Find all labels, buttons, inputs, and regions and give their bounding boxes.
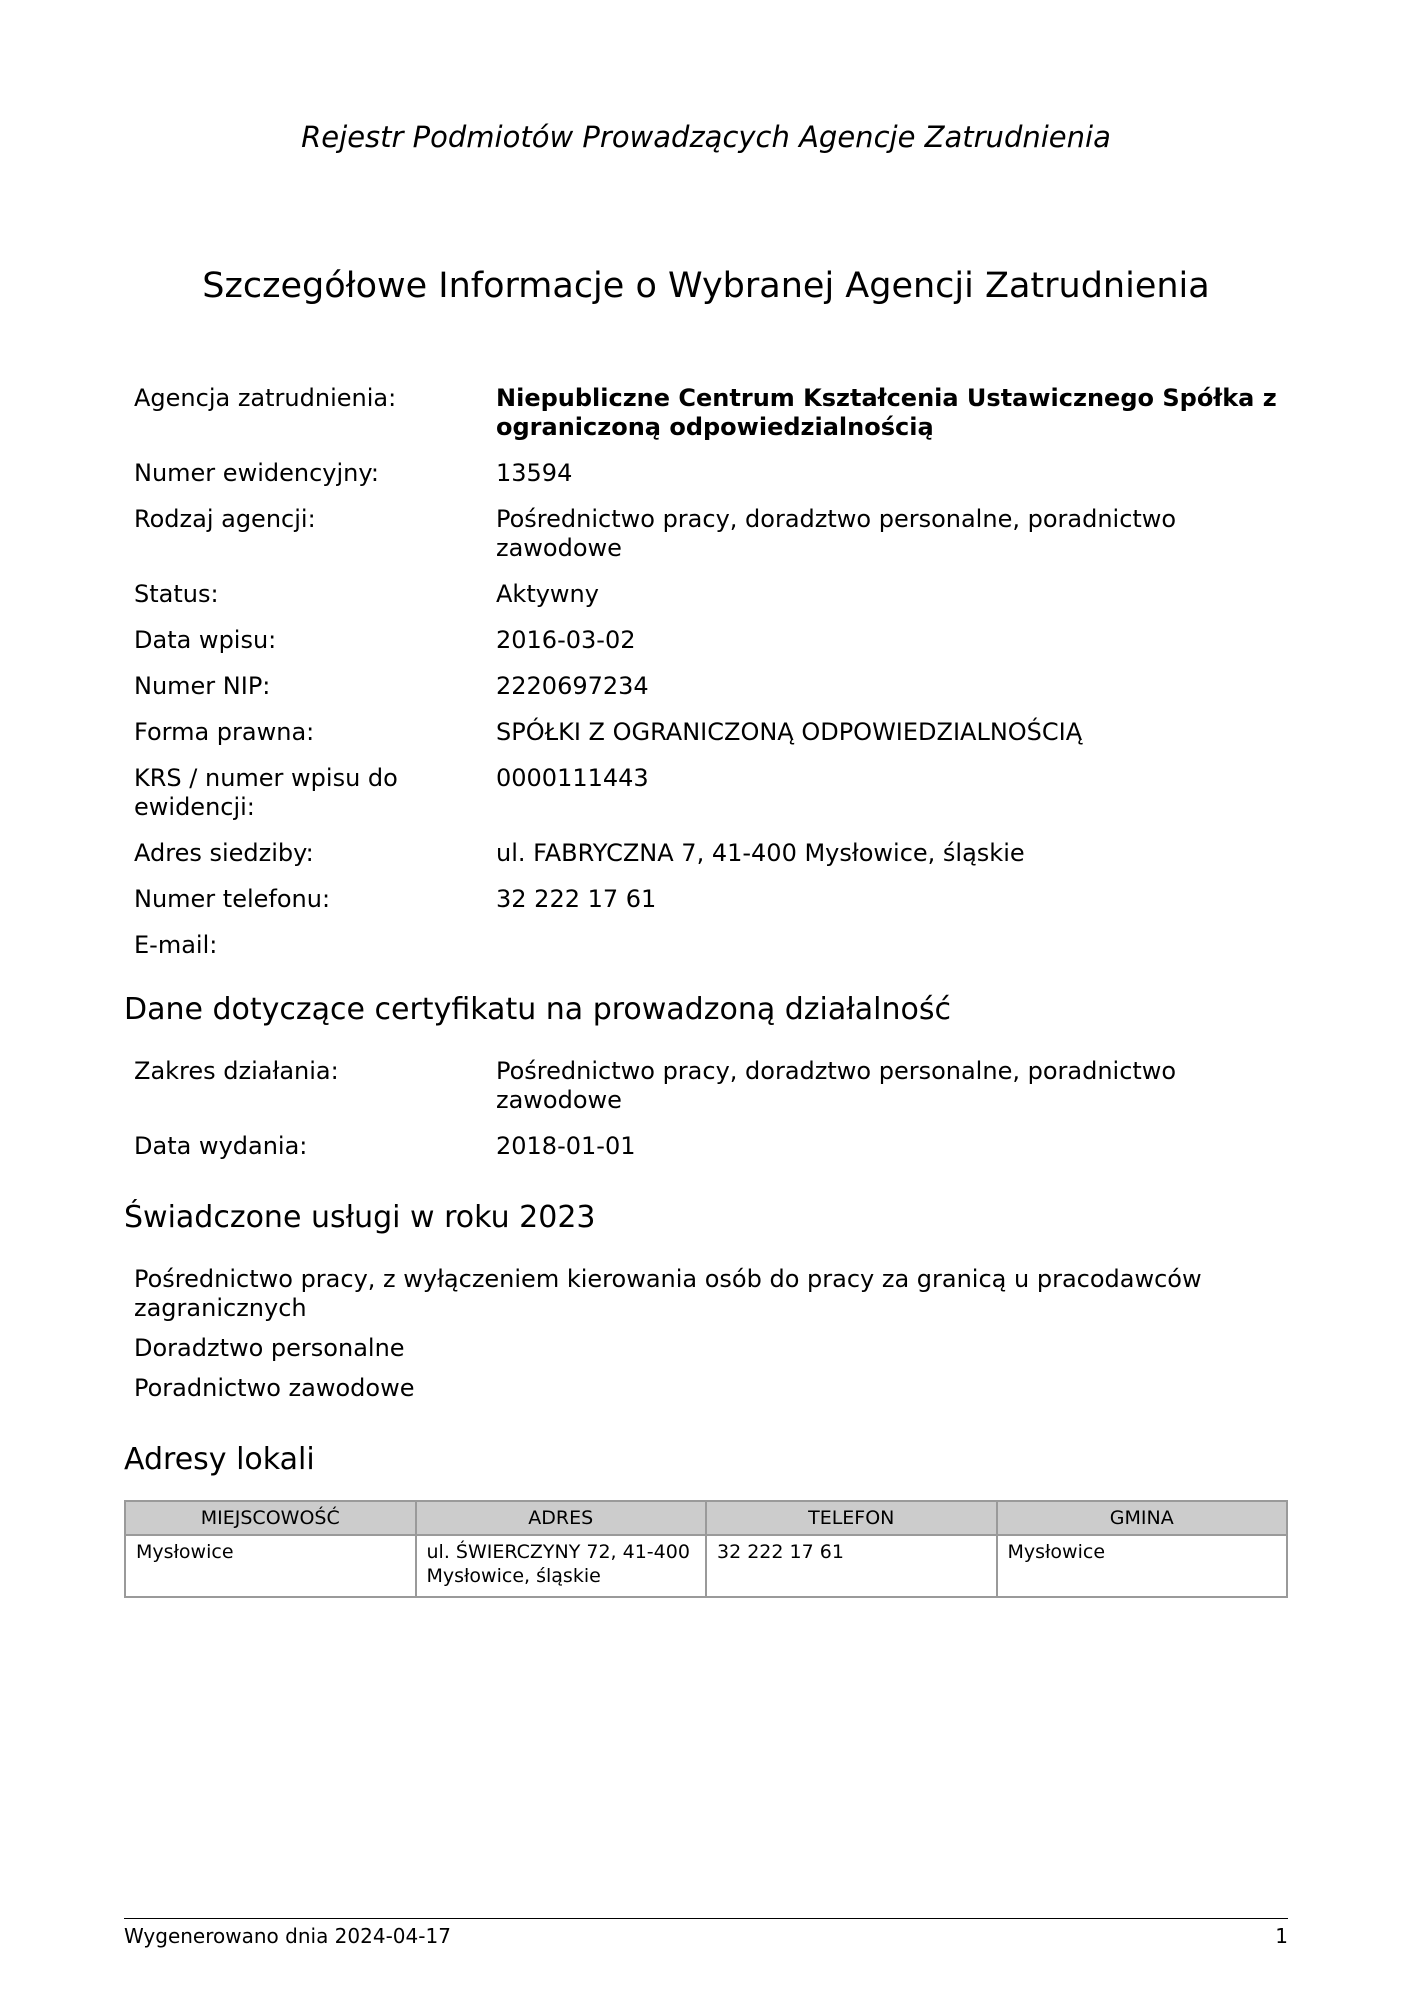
status-label: Status: [134, 580, 219, 608]
nip-label: Numer NIP: [134, 672, 271, 700]
legal-form-value: SPÓŁKI Z OGRANICZONĄ ODPOWIEDZIALNOŚCIĄ [496, 718, 1083, 746]
agency-details [134, 384, 1294, 977]
column-header-city: MIEJSCOWOŚĆ [125, 1501, 416, 1535]
services-list [134, 1265, 1294, 1414]
agency-type-value: Pośrednictwo pracy, doradztwo personalne, poradnictwo zawodowe [496, 505, 1177, 562]
address-label: Adres siedziby: [134, 839, 314, 867]
certificate-details [134, 1057, 1294, 1178]
footer-divider [124, 1918, 1288, 1919]
nip-value: 2220697234 [496, 672, 649, 700]
table-header-row [125, 1501, 1287, 1535]
email-label: E-mail: [134, 931, 218, 959]
locals-table [124, 1500, 1288, 1598]
footer-page-number: 1 [1275, 1924, 1288, 1948]
services-heading: Świadczone usługi w roku 2023 [124, 1200, 596, 1235]
footer-generated-date: Wygenerowano dnia 2024-04-17 [124, 1924, 451, 1948]
entry-date-label: Data wpisu: [134, 626, 277, 654]
status-row [134, 580, 1294, 609]
certificate-heading: Dane dotyczące certyfikatu na prowadzoną działalność [124, 992, 952, 1027]
cell-address: ul. ŚWIERCZYNY 72, 41-400 Mysłowice, śląskie [416, 1535, 707, 1597]
agency-name-row [134, 384, 1294, 442]
column-header-phone: TELEFON [706, 1501, 997, 1535]
email-row [134, 931, 1294, 960]
cell-phone: 32 222 17 61 [706, 1535, 997, 1597]
agency-type-row [134, 505, 1294, 563]
email-value [496, 931, 1294, 960]
krs-label: KRS / numer wpisu do ewidencji: [134, 764, 398, 821]
legal-form-row [134, 718, 1294, 747]
agency-name-value: Niepubliczne Centrum Kształcenia Ustawicznego Spółka z ograniczoną odpowiedzialnością [496, 384, 1277, 441]
column-header-address: ADRES [416, 1501, 707, 1535]
registration-number-value: 13594 [496, 459, 573, 487]
scope-value: Pośrednictwo pracy, doradztwo personalne, poradnictwo zawodowe [496, 1057, 1177, 1114]
column-header-municipality: GMINA [997, 1501, 1288, 1535]
nip-row [134, 672, 1294, 701]
krs-value: 0000111443 [496, 764, 649, 792]
registration-number-row [134, 459, 1294, 488]
address-value: ul. FABRYCZNA 7, 41-400 Mysłowice, śląskie [496, 839, 1025, 867]
page-title: Szczegółowe Informacje o Wybranej Agencji Zatrudnienia [202, 266, 1210, 306]
cell-city: Mysłowice [125, 1535, 416, 1597]
status-value: Aktywny [496, 580, 599, 608]
entry-date-value: 2016-03-02 [496, 626, 636, 654]
issue-date-value: 2018-01-01 [496, 1132, 636, 1160]
cell-municipality: Mysłowice [997, 1535, 1288, 1597]
table-row [125, 1535, 1287, 1597]
address-row [134, 839, 1294, 868]
service-item: Pośrednictwo pracy, z wyłączeniem kierowania osób do pracy za granicą u pracodawców zagranicznych [134, 1265, 1202, 1322]
locals-heading: Adresy lokali [124, 1442, 315, 1477]
issue-date-label: Data wydania: [134, 1132, 308, 1160]
service-item: Poradnictwo zawodowe [134, 1374, 415, 1402]
scope-row [134, 1057, 1294, 1115]
krs-row [134, 764, 1294, 822]
registry-title: Rejestr Podmiotów Prowadzących Agencje Zatrudnienia [301, 120, 1111, 154]
entry-date-row [134, 626, 1294, 655]
phone-value: 32 222 17 61 [496, 885, 657, 913]
issue-date-row [134, 1132, 1294, 1161]
phone-label: Numer telefonu: [134, 885, 331, 913]
agency-type-label: Rodzaj agencji: [134, 505, 316, 533]
phone-row [134, 885, 1294, 914]
legal-form-label: Forma prawna: [134, 718, 315, 746]
scope-label: Zakres działania: [134, 1057, 339, 1085]
service-item: Doradztwo personalne [134, 1334, 405, 1362]
agency-name-label: Agencja zatrudnienia: [134, 384, 397, 412]
registration-number-label: Numer ewidencyjny: [134, 459, 379, 487]
